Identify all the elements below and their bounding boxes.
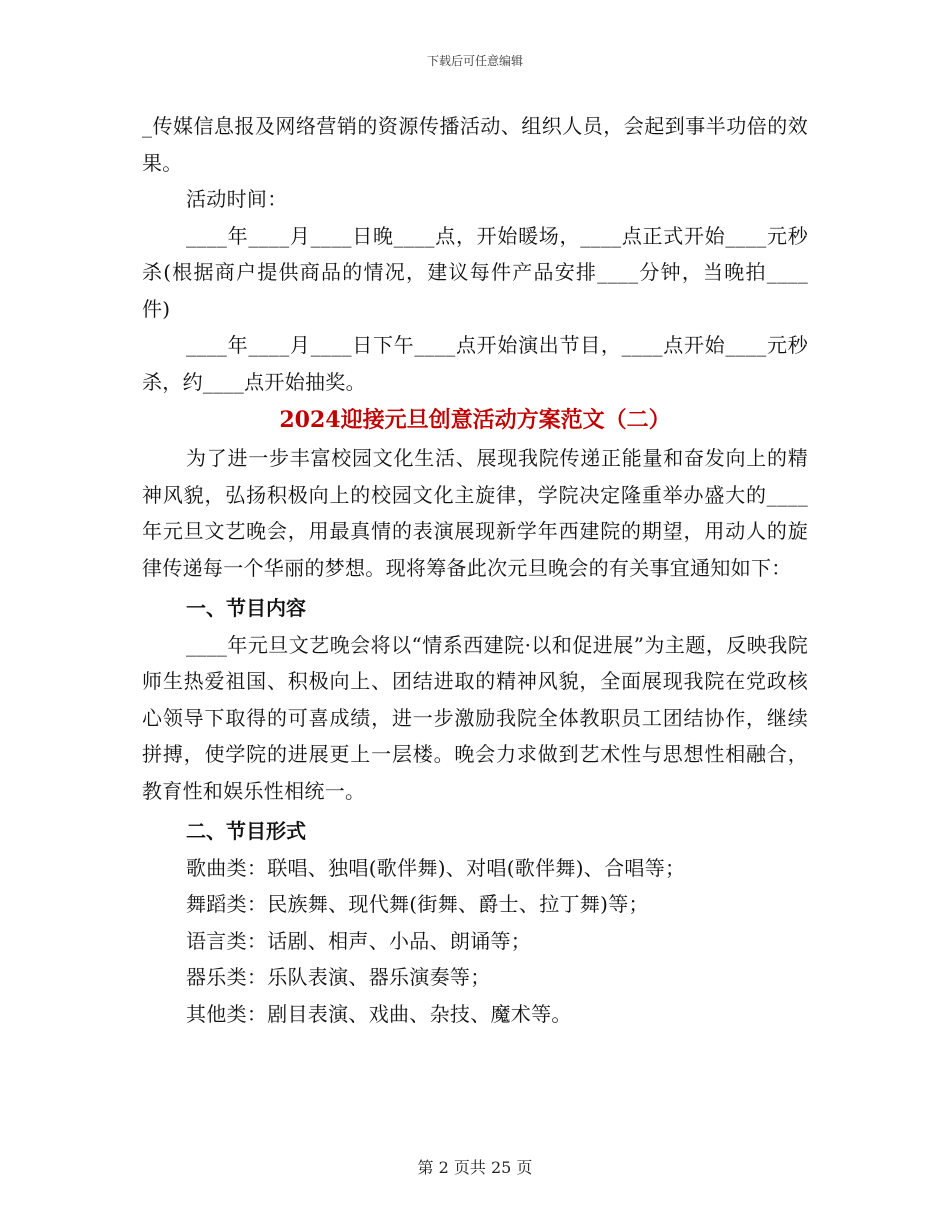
section-title: 2024迎接元旦创意活动方案范文（二） [279,407,671,433]
list-item-language: 语言类：话剧、相声、小品、朗诵等； [186,928,532,953]
list-item-songs: 歌曲类：联唱、独唱(歌伴舞)、对唱(歌伴舞)、合唱等； [186,855,686,880]
paragraph-evening-schedule: ____年____月____日晚____点，开始暖场，____点正式开始____元秒杀(根据商户提供商品的情况，建议每件产品安排____分钟，当晚拍____件) [142,223,808,321]
document-body [142,108,808,1032]
list-item-instrumental: 器乐类：乐队表演、器乐演奏等； [186,965,491,989]
list-item-other: 其他类：剧目表演、戏曲、杂技、魔术等。 [186,1001,572,1026]
paragraph-afternoon-schedule: ____年____月____日下午____点开始演出节目，____点开始____元秒杀，约____点开始抽奖。 [142,333,808,394]
page-footer: 第 2 页共 25 页 [417,1158,533,1177]
heading-program-format: 二、节目形式 [186,819,306,843]
list-item-dance: 舞蹈类：民族舞、现代舞(街舞、爵士、拉丁舞)等； [186,892,649,916]
page-header: 下载后可任意编辑 [426,54,523,68]
paragraph-continuation: _传媒信息报及网络营销的资源传播活动、组织人员，会起到事半功倍的效果。 [142,114,808,175]
activity-time-label: 活动时间： [186,187,288,211]
heading-program-content: 一、节目内容 [186,596,306,620]
paragraph-program-content: ____年元旦文艺晚会将以“情系西建院·以和促进展”为主题，反映我院师生热爱祖国、积极向上、团结进取的精神风貌，全面展现我院在党政核心领导下取得的可喜成绩，进一步激励我院全体教职员工团结协作，继续拼搏，使学院的进展更上一层楼。晚会力求做到艺术性与思想性相融合，教育性和娱乐性相统一。 [142,632,808,803]
paragraph-intro: 为了进一步丰富校园文化生活、展现我院传递正能量和奋发向上的精神风貌，弘扬积极向上的校园文化主旋律，学院决定隆重举办盛大的____年元旦文艺晚会，用最真情的表演展现新学年西建院的期望，用动人的旋律传递每一个华丽的梦想。现将筹备此次元旦晚会的有关事宜通知如下： [142,446,808,580]
